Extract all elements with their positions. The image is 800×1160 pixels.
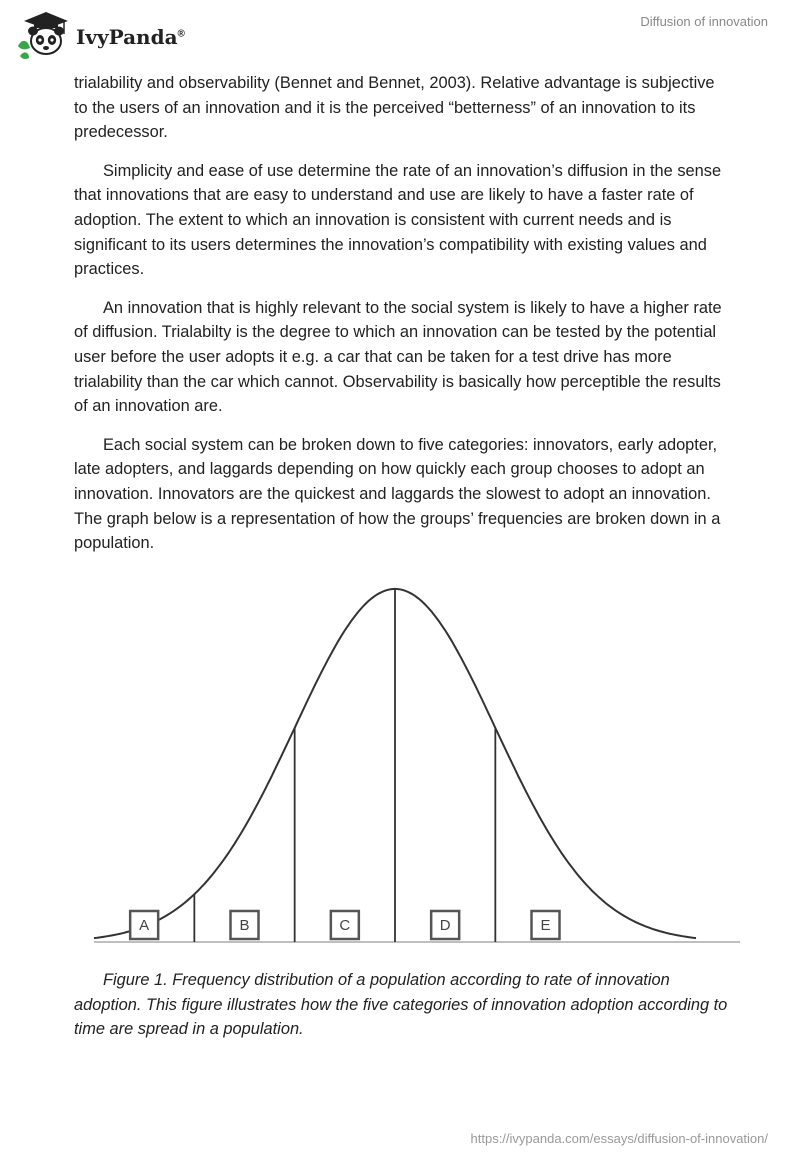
- figure-caption: Figure 1. Frequency distribution of a population according to rate of innovation adoption. This figure illustrates how the five categories of innovation adoption according to time are spread in a population.: [74, 971, 728, 1039]
- category-label-b: B: [239, 917, 250, 934]
- category-label-a: A: [139, 917, 150, 934]
- brand-name: IvyPanda®: [76, 25, 185, 49]
- paragraph-1: trialability and observability (Bennet and Bennet, 2003). Relative advantage is subjective to the users of an innovation and it is the perceived “betterness” of an innovation to its predecessor.: [74, 74, 715, 142]
- document-title: Diffusion of innovation: [640, 14, 768, 29]
- article-body: [74, 71, 728, 570]
- paragraph-4: Each social system can be broken down to five categories: innovators, early adopter, late adopters, and laggards depending on how quickly each group chooses to adopt an innovation. Innovators are the quickest and laggards the slowest to adopt an innovation. The graph below is a representation of how the groups’ frequencies are broken down in a population.: [74, 435, 721, 553]
- panda-graduate-icon: [16, 8, 74, 60]
- source-url[interactable]: https://ivypanda.com/essays/diffusion-of-innovation/: [470, 1131, 768, 1146]
- ivypanda-logo[interactable]: [16, 8, 185, 60]
- page-header: [0, 0, 800, 70]
- category-label-d: D: [439, 917, 451, 934]
- chart-svg: [74, 570, 754, 960]
- category-label-e: E: [540, 917, 551, 934]
- paragraph-2: Simplicity and ease of use determine the rate of an innovation’s diffusion in the sense that innovations that are easy to understand and use are likely to have a faster rate of adoption. The extent to which an innovation is consistent with current needs and is significant to its users determines the innovation’s compatibility with existing values and practices.: [74, 161, 722, 279]
- category-label-c: C: [339, 917, 351, 934]
- adoption-curve-chart: [74, 570, 754, 960]
- paragraph-3: An innovation that is highly relevant to the social system is likely to have a higher rate of diffusion. Trialabilty is the degree to which an innovation can be tested by the potential user before the user adopts it e.g. a car that can be taken for a test drive has more trialability than the car which cannot. Observability is basically how perceptible the results of an innovation are.: [74, 298, 722, 416]
